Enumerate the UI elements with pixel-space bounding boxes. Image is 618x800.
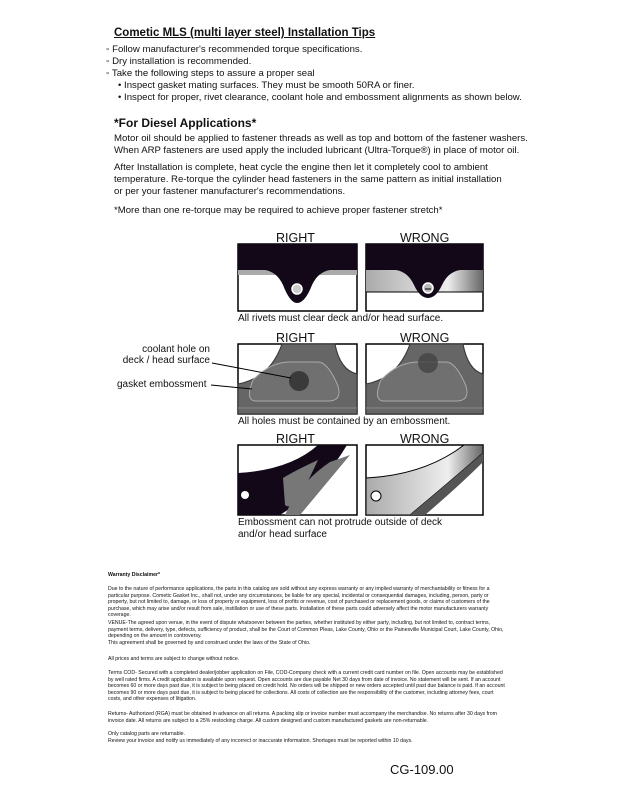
tip-item: ◦ Dry installation is recommended. (106, 56, 252, 67)
text-line: temperature. Re-torque the cylinder head fasteners in the same pattern as initial installation (114, 174, 502, 185)
page-title: Cometic MLS (multi layer steel) Installation Tips (114, 27, 376, 39)
caption-embossment (238, 517, 442, 540)
callout-gasket-embossment: gasket embossment (117, 379, 207, 390)
returns-paragraph: Returns- Authorized (RGA) must be obtained in advance on all returns. A packing slip or invoice number must accompany the merchandise. No returns after 30 days from invoice date. All returns are subject to a 25% restocking charge. All custom designed and custom manufactured gaskets are non-returnable. (108, 711, 497, 724)
label-wrong: WRONG (400, 432, 450, 446)
text-line: or per your fastener manufacturer's recommendations. (114, 186, 346, 197)
label-wrong: WRONG (400, 231, 450, 245)
text-line: After Installation is complete, heat cycle the engine then let it completely cool to ambient (114, 162, 488, 173)
subtip-item: • Inspect gasket mating surfaces. They must be smooth 50RA or finer. (118, 80, 415, 91)
text-line: Motor oil should be applied to fastener threads as well as top and bottom of the fastener washers. (114, 133, 528, 144)
governing-law: This agreement shall be governed by and construed under the laws of the State of Ohio. (108, 640, 311, 646)
label-right: RIGHT (276, 432, 315, 446)
subtip-item: • Inspect for proper, rivet clearance, coolant hole and embossment alignments as shown below. (118, 92, 522, 103)
rivet-right-diagram (238, 244, 357, 311)
hole-wrong-diagram (366, 344, 483, 414)
callout-coolant-hole (123, 344, 210, 366)
subtip-text: Inspect for proper, rivet clearance, coolant hole and embossment alignments as shown below. (124, 92, 522, 103)
caption-holes: All holes must be contained by an embossment. (238, 416, 451, 427)
page-code: CG-109.00 (390, 762, 454, 777)
label-right: RIGHT (276, 231, 315, 245)
returnable-note: Only catalog parts are returnable. (108, 731, 185, 737)
prices-note: All prices and terms are subject to change without notice. (108, 656, 240, 662)
tip-item: ◦ Follow manufacturer's recommended torque specifications. (106, 44, 363, 55)
diesel-heading: *For Diesel Applications* (114, 116, 257, 130)
label-right: RIGHT (276, 331, 315, 345)
subtip-text: Inspect gasket mating surfaces. They must be smooth 50RA or finer. (124, 80, 415, 91)
tip-text: Dry installation is recommended. (112, 56, 252, 67)
caption-line: and/or head surface (238, 528, 327, 540)
rivet-wrong-diagram (366, 244, 483, 311)
tip-text: Follow manufacturer's recommended torque specifications. (112, 44, 363, 55)
warranty-heading: Warranty Disclaimer* (108, 572, 160, 578)
warranty-paragraph: Due to the nature of performance applications, the parts in this catalog are sold without any express warranty or any implied warranty of merchantability or fitness for a particular purpose. Cometic Gasket Inc., shall not, under any circumstances, be liable for any special, incidental or consequential damages, including, person, party or property, but not limited to, damage, or loss of property or equipment, loss of profits or revenue, cost of purchased or replacement goods, or claims of customers of the purchase, which may arise and/or result from sale, instillation or use of these parts. Installation of these parts could adversely affect the motor manufacturers warranty coverage. (108, 586, 490, 619)
diesel-note: *More than one re-torque may be required to achieve proper fastener stretch* (114, 205, 443, 216)
label-wrong: WRONG (400, 331, 450, 345)
embossment-wrong-diagram (366, 445, 483, 515)
callout-text: deck / head surface (122, 355, 210, 366)
hole-right-diagram (238, 344, 357, 414)
terms-paragraph: Terms COD- Secured with a completed dealer/jobber application on File, COD-Company check with a current credit card number on file. Open accounts may be established by well rated firms. A credit application is available upon request. Open accounts are due payable Net 30 days from date of invoice. No statement will be sent. If an account becomes 60 or more days past due, it is subject to being placed on credit hold. No orders will be shipped or new orders accepted until past due balance is paid. If an account becomes 90 or more days past due, it is subject to being placed for collections. All costs of collection are the responsibility of the customer, including attorney fees, court costs, and other expenses of litigation. (108, 670, 505, 703)
venue-paragraph: VENUE-The agreed upon venue, in the event of dispute whatsoever between the parties, whether instituted by either party, including, but not limited to, contract terms, payment terms, delivery, type, defects, sufficiency of product, shall be the Court of Common Pleas, Lake County, Ohio or the Painesville Municipal Court, Lake County, Ohio, depending on the amount in controversy. (108, 620, 504, 640)
tip-text: Take the following steps to assure a proper seal (111, 68, 315, 79)
caption-line: Embossment can not protrude outside of deck (238, 517, 443, 528)
text-line: When ARP fasteners are used apply the included lubricant (Ultra-Torque®) in place of motor oil. (114, 145, 520, 156)
caption-rivets: All rivets must clear deck and/or head surface. (238, 313, 444, 324)
embossment-right-diagram (238, 445, 357, 515)
tip-item: ◦ Take the following steps to assure a proper seal (106, 68, 315, 79)
invoice-note: Review your invoice and notify us immediately of any incorrect or inaccurate information. Shortages must be reported within 10 days. (108, 738, 413, 744)
callout-text: coolant hole on (142, 344, 210, 355)
